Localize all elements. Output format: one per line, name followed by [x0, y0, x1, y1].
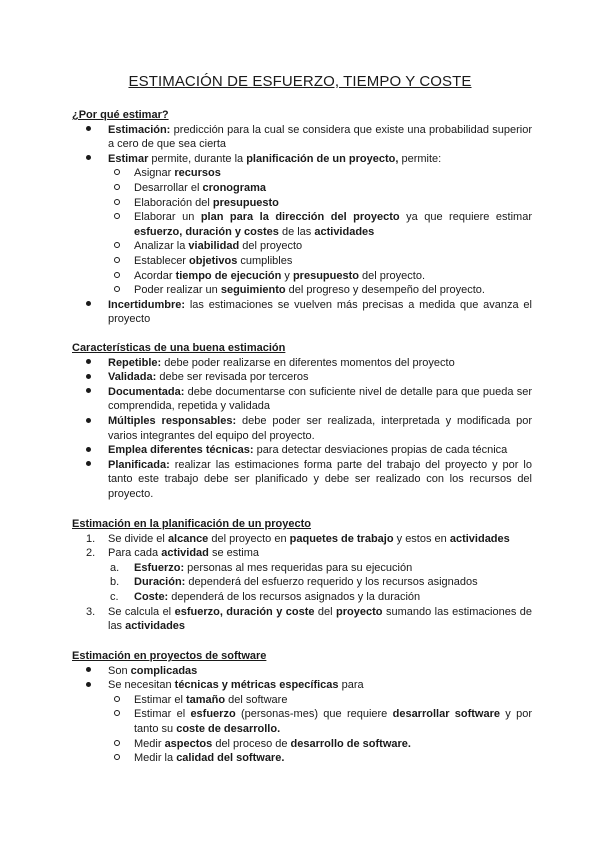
section-why-estimate: [72, 108, 532, 327]
numbered-item: 2. Para cada actividad se estima a. Esfuerzo: personas al mes requeridas para su ejecución b. Duración: dependerá del esfuerzo requerido y los recursos asignados c. Coste: dependerá de los recursos asignados y la duración: [72, 546, 532, 604]
list-item: Estimación: predicción para la cual se considera que existe una probabilidad superior a cero de que sea cierta: [72, 123, 532, 152]
sub-list-item: Medir la calidad del software.: [100, 751, 532, 766]
lettered-item: b. Duración: dependerá del esfuerzo requerido y los recursos asignados: [110, 576, 478, 589]
circle-bullet-icon: [114, 286, 120, 292]
bullet-icon: [86, 126, 91, 131]
circle-bullet-icon: [114, 169, 120, 175]
section-heading: Características de una buena estimación: [72, 342, 286, 354]
sub-list-item: Asignar recursos: [100, 166, 532, 181]
list-item: Incertidumbre: las estimaciones se vuelven más precisas a medida que avanza el proyecto: [72, 298, 532, 327]
list-item: Planificada: realizar las estimaciones forma parte del trabajo del proyecto y por lo tanto este trabajo debe ser planificado y debe ser realizado con los recursos del proyecto.: [72, 458, 532, 502]
list-item: Validada: debe ser revisada por terceros: [72, 370, 532, 385]
bullet-icon: [86, 301, 91, 306]
sub-list-item: Acordar tiempo de ejecución y presupuesto del proyecto.: [100, 269, 532, 284]
sub-list-item: Elaborar un plan para la dirección del proyecto ya que requiere estimar esfuerzo, duración y costes de las actividades: [100, 210, 532, 239]
sub-list-item: Estimar el esfuerzo (personas-mes) que requiere desarrollar software y por tanto su coste de desarrollo.: [100, 707, 532, 736]
section-heading: ¿Por qué estimar?: [72, 109, 169, 121]
circle-bullet-icon: [114, 696, 120, 702]
circle-bullet-icon: [114, 710, 120, 716]
page-title: ESTIMACIÓN DE ESFUERZO, TIEMPO Y COSTE: [128, 73, 472, 90]
circle-bullet-icon: [114, 257, 120, 263]
circle-bullet-icon: [114, 754, 120, 760]
list-item: Emplea diferentes técnicas: para detectar desviaciones propias de cada técnica: [72, 443, 532, 458]
circle-bullet-icon: [114, 184, 120, 190]
section-heading: Estimación en la planificación de un proyecto: [72, 518, 311, 530]
list-item: Múltiples responsables: debe poder ser realizada, interpretada y modificada por varios integrantes del equipo del proyecto.: [72, 414, 532, 443]
bullet-icon: [86, 418, 91, 423]
section-planning-estimation: [72, 517, 532, 634]
sub-list-item: Poder realizar un seguimiento del progreso y desempeño del proyecto.: [100, 283, 532, 298]
numbered-item: 3. Se calcula el esfuerzo, duración y coste del proyecto sumando las estimaciones de las actividades: [86, 605, 533, 633]
circle-bullet-icon: [114, 242, 120, 248]
numbered-item: 1. Se divide el alcance del proyecto en paquetes de trabajo y estos en actividades: [86, 532, 510, 545]
sub-list-item: Desarrollar el cronograma: [100, 181, 532, 196]
list-item: Son complicadas: [72, 664, 532, 679]
sub-list-item: Medir aspectos del proceso de desarrollo de software.: [100, 737, 532, 752]
circle-bullet-icon: [114, 740, 120, 746]
sub-list-item: Elaboración del presupuesto: [100, 196, 532, 211]
bullet-icon: [86, 155, 91, 160]
list-item: Documentada: debe documentarse con suficiente nivel de detalle para que pueda ser comprendida, repetida y validada: [72, 385, 532, 414]
sub-list-item: Estimar el tamaño del software: [100, 693, 532, 708]
bullet-icon: [86, 447, 91, 452]
lettered-item: c. Coste: dependerá de los recursos asignados y la duración: [110, 590, 421, 603]
bullet-icon: [86, 461, 91, 466]
section-software-estimation: [72, 649, 532, 766]
section-good-estimation: [72, 341, 532, 502]
section-heading: Estimación en proyectos de software: [72, 650, 267, 662]
circle-bullet-icon: [114, 272, 120, 278]
circle-bullet-icon: [114, 213, 120, 219]
bullet-icon: [86, 388, 91, 393]
lettered-item: a. Esfuerzo: personas al mes requeridas para su ejecución: [110, 561, 413, 574]
list-item: Estimar permite, durante la planificación de un proyecto, permite: Asignar recursos Desarrollar el cronograma Elaboración del presupuesto Elaborar un plan para la dirección del proyecto ya que requiere estimar esfuerzo, duración y costes de las actividades Analizar la viabilidad del proyecto Establecer objetivos cumplibles Acordar tiempo de ejecución y presupuesto del proyecto. Poder realizar un seguimiento del progreso y desempeño del proyecto.: [72, 152, 532, 298]
circle-bullet-icon: [114, 199, 120, 205]
list-item: Repetible: debe poder realizarse en diferentes momentos del proyecto: [72, 356, 532, 371]
bullet-icon: [86, 374, 91, 379]
sub-list-item: Analizar la viabilidad del proyecto: [100, 239, 532, 254]
bullet-icon: [86, 359, 91, 364]
bullet-icon: [86, 682, 91, 687]
list-item: Se necesitan técnicas y métricas específicas para Estimar el tamaño del software Estimar el esfuerzo (personas-mes) que requiere desarrollar software y por tanto su coste de desarrollo. Medir aspectos del proceso de desarrollo de software. Medir la calidad del software.: [72, 678, 532, 766]
bullet-icon: [86, 667, 91, 672]
sub-list-item: Establecer objetivos cumplibles: [100, 254, 532, 269]
